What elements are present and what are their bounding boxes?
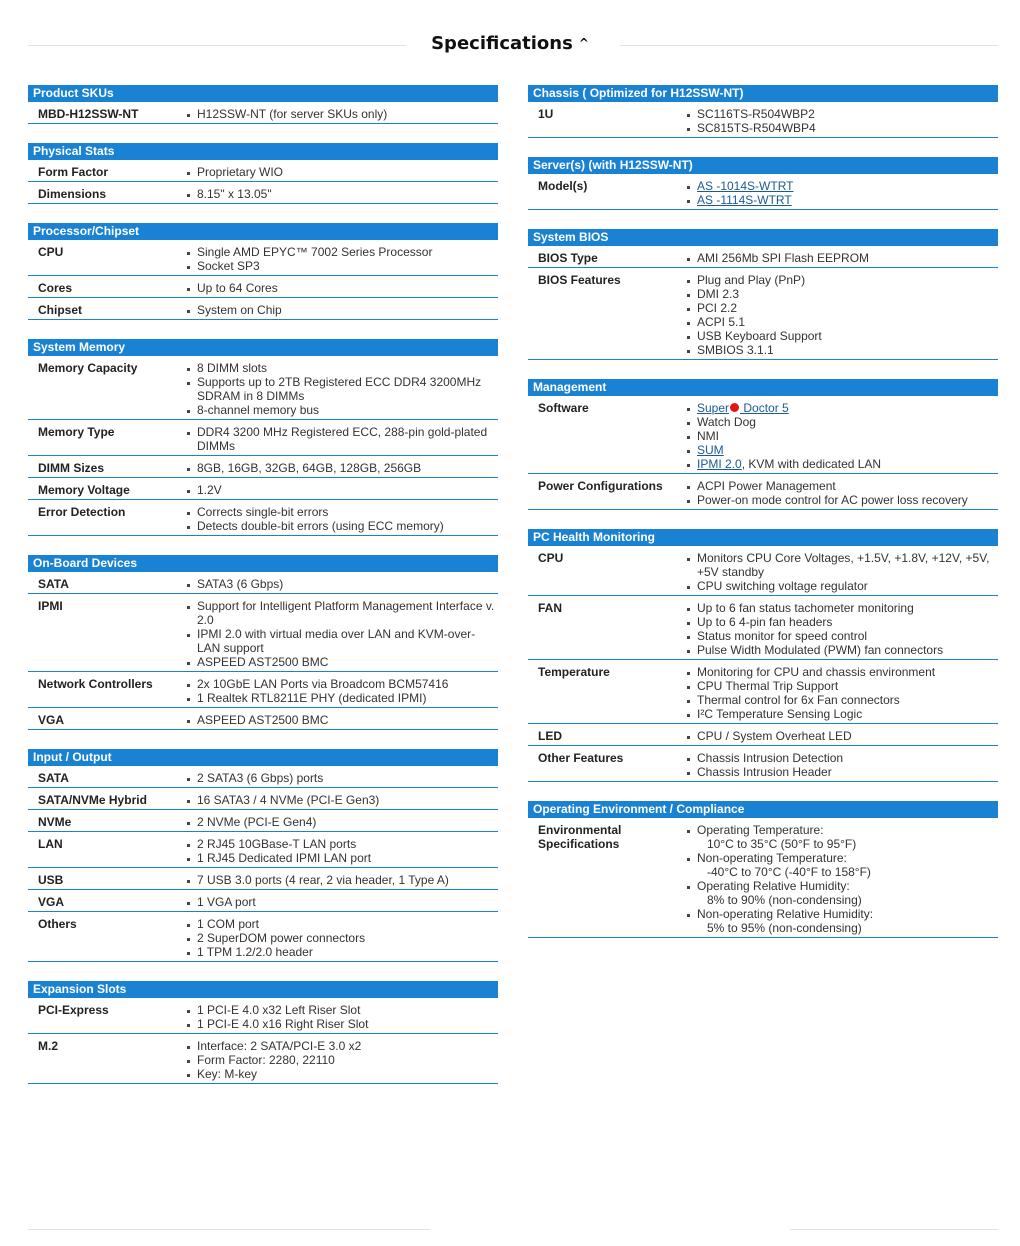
section-heading: Product SKUs	[28, 85, 498, 102]
specifications-toggle[interactable]	[0, 33, 1020, 54]
spec-value: Key: M-key	[186, 1067, 498, 1081]
spec-value: Chassis Intrusion Detection	[686, 751, 998, 765]
spec-label: SATA	[38, 771, 69, 785]
spec-value: Supports up to 2TB Registered ECC DDR4 3200MHz SDRAM in 8 DIMMs	[186, 375, 498, 403]
spec-value: Watch Dog	[686, 415, 998, 429]
spec-label: Form Factor	[38, 165, 109, 179]
spec-values	[186, 713, 498, 727]
spec-values	[686, 751, 998, 779]
spec-value: IPMI 2.0 with virtual media over LAN and KVM-over-LAN support	[186, 627, 498, 655]
spec-section-processor-chipset	[28, 223, 498, 320]
spec-value: 8-channel memory bus	[186, 403, 498, 417]
spec-value: 8.15" x 13.05"	[186, 187, 498, 201]
spec-row	[528, 596, 998, 660]
spec-values	[686, 479, 998, 507]
spec-value: AMI 256Mb SPI Flash EEPROM	[686, 251, 998, 265]
spec-value: 1 Realtek RTL8211E PHY (dedicated IPMI)	[186, 691, 498, 705]
spec-value	[686, 401, 998, 415]
spec-row	[528, 396, 998, 474]
spec-section-chassis-optimized-for-h12ssw-nt	[528, 85, 998, 138]
section-heading: Input / Output	[28, 749, 498, 766]
spec-values	[686, 107, 998, 135]
spec-values	[686, 251, 998, 265]
spec-row	[28, 1034, 498, 1084]
spec-label: CPU	[38, 245, 64, 259]
footer-divider-left	[28, 1229, 430, 1230]
spec-value: Thermal control for 6x Fan connectors	[686, 693, 998, 707]
spec-label: Cores	[38, 281, 73, 295]
spec-values	[186, 917, 498, 959]
spec-value: CPU switching voltage regulator	[686, 579, 998, 593]
spec-section-management	[528, 379, 998, 510]
spec-values	[186, 165, 498, 179]
spec-value: 7 USB 3.0 ports (4 rear, 2 via header, 1 Type A)	[186, 873, 498, 887]
spec-label: Memory Type	[38, 425, 115, 439]
spec-values	[686, 179, 998, 207]
link-as-1114s-wtrt[interactable]: AS -1114S-WTRT	[697, 193, 792, 207]
spec-section-server-s-with-h12ssw-nt	[528, 157, 998, 210]
spec-values	[686, 729, 998, 743]
spec-label: 1U	[538, 107, 554, 121]
spec-section-system-bios	[528, 229, 998, 360]
spec-value-detail: -40°C to 70°C (-40°F to 158°F)	[707, 865, 871, 879]
section-heading: System Memory	[28, 339, 498, 356]
spec-row	[28, 456, 498, 478]
page-title: Specifications	[431, 33, 573, 54]
spec-label: Memory Voltage	[38, 483, 130, 497]
spec-section-on-board-devices	[28, 555, 498, 730]
spec-value-main: Non-operating Temperature:	[697, 851, 847, 865]
spec-value: 1 PCI-E 4.0 x32 Left Riser Slot	[186, 1003, 498, 1017]
spec-value	[686, 907, 998, 935]
spec-value: SC815TS-R504WBP4	[686, 121, 998, 135]
spec-value: Up to 64 Cores	[186, 281, 498, 295]
spec-label: USB	[38, 873, 64, 887]
spec-values	[186, 361, 498, 417]
spec-value-detail: 10°C to 35°C (50°F to 95°F)	[707, 837, 857, 851]
spec-value-main: Non-operating Relative Humidity:	[697, 907, 874, 921]
spec-row	[28, 478, 498, 500]
spec-label: Dimensions	[38, 187, 107, 201]
section-heading: System BIOS	[528, 229, 998, 246]
spec-value: System on Chip	[186, 303, 498, 317]
spec-row	[28, 788, 498, 810]
spec-label: PCI-Express	[38, 1003, 109, 1017]
spec-row	[28, 594, 498, 672]
spec-value	[686, 193, 998, 207]
spec-value: 1 VGA port	[186, 895, 498, 909]
spec-value: Corrects single-bit errors	[186, 505, 498, 519]
spec-section-product-skus	[28, 85, 498, 124]
spec-value: USB Keyboard Support	[686, 329, 998, 343]
spec-value: ACPI Power Management	[686, 479, 998, 493]
spec-values	[186, 505, 498, 533]
spec-label: CPU	[538, 551, 564, 565]
left-spec-column	[28, 85, 498, 1103]
spec-row	[28, 102, 498, 124]
spec-value: Chassis Intrusion Header	[686, 765, 998, 779]
spec-label: LED	[538, 729, 562, 743]
spec-values	[686, 551, 998, 593]
spec-section-operating-environment-compliance	[528, 801, 998, 938]
section-heading: Server(s) (with H12SSW-NT)	[528, 157, 998, 174]
spec-label: Error Detection	[38, 505, 126, 519]
spec-value: Proprietary WIO	[186, 165, 498, 179]
spec-value: Power-on mode control for AC power loss recovery	[686, 493, 998, 507]
spec-section-input-output	[28, 749, 498, 962]
spec-value: CPU / System Overheat LED	[686, 729, 998, 743]
spec-values	[686, 401, 998, 471]
spec-value: 16 SATA3 / 4 NVMe (PCI-E Gen3)	[186, 793, 498, 807]
spec-value: DMI 2.3	[686, 287, 998, 301]
spec-label: SATA	[38, 577, 69, 591]
spec-label: IPMI	[38, 599, 63, 613]
spec-row	[528, 102, 998, 138]
section-heading: On-Board Devices	[28, 555, 498, 572]
spec-label: VGA	[38, 713, 65, 727]
spec-row	[528, 474, 998, 510]
spec-label: Software	[538, 401, 589, 415]
spec-label: Others	[38, 917, 77, 931]
section-heading: PC Health Monitoring	[528, 529, 998, 546]
spec-value: H12SSW-NT (for server SKUs only)	[186, 107, 498, 121]
spec-label: SATA/NVMe Hybrid	[38, 793, 147, 807]
spec-values	[686, 601, 998, 657]
spec-value: Pulse Width Modulated (PWM) fan connectors	[686, 643, 998, 657]
spec-value: 2 SATA3 (6 Gbps) ports	[186, 771, 498, 785]
spec-values	[186, 771, 498, 785]
link-super-doctor-5[interactable]: Super Doctor 5	[697, 401, 789, 415]
spec-row	[28, 998, 498, 1034]
section-heading: Expansion Slots	[28, 981, 498, 998]
spec-values	[186, 577, 498, 591]
spec-row	[28, 240, 498, 276]
spec-row	[28, 890, 498, 912]
spec-label: Network Controllers	[38, 677, 153, 691]
spec-value: Socket SP3	[186, 259, 498, 273]
spec-value: 8 DIMM slots	[186, 361, 498, 375]
spec-row	[528, 268, 998, 360]
spec-value	[686, 879, 998, 907]
spec-value: SMBIOS 3.1.1	[686, 343, 998, 357]
spec-value-detail: 5% to 95% (non-condensing)	[707, 921, 862, 935]
spec-label: BIOS Type	[538, 251, 598, 265]
spec-row	[28, 868, 498, 890]
spec-value: Plug and Play (PnP)	[686, 273, 998, 287]
spec-value	[686, 823, 998, 851]
spec-values	[686, 823, 998, 935]
spec-value: 2 NVMe (PCI-E Gen4)	[186, 815, 498, 829]
footer-divider-right	[790, 1229, 998, 1230]
spec-label: LAN	[38, 837, 63, 851]
spec-label: Memory Capacity	[38, 361, 138, 375]
spec-value	[686, 443, 998, 457]
spec-value: 1 COM port	[186, 917, 498, 931]
spec-section-expansion-slots	[28, 981, 498, 1084]
spec-row	[28, 832, 498, 868]
spec-values	[186, 245, 498, 273]
spec-row	[28, 276, 498, 298]
spec-row	[28, 708, 498, 730]
spec-values	[186, 599, 498, 669]
spec-row	[28, 672, 498, 708]
spec-value: Monitors CPU Core Voltages, +1.5V, +1.8V, +12V, +5V, +5V standby	[686, 551, 998, 579]
spec-label: Environmental Specifications	[538, 823, 622, 851]
section-heading: Processor/Chipset	[28, 223, 498, 240]
spec-values	[186, 895, 498, 909]
spec-value: 2 RJ45 10GBase-T LAN ports	[186, 837, 498, 851]
link-ipmi-2-0[interactable]: IPMI 2.0	[697, 457, 742, 471]
spec-row	[28, 356, 498, 420]
spec-value: SATA3 (6 Gbps)	[186, 577, 498, 591]
spec-value: ACPI 5.1	[686, 315, 998, 329]
spec-value: SC116TS-R504WBP2	[686, 107, 998, 121]
spec-values	[186, 1039, 498, 1081]
link-as-1014s-wtrt[interactable]: AS -1014S-WTRT	[697, 179, 794, 193]
spec-row	[528, 174, 998, 210]
spec-values	[186, 793, 498, 807]
spec-value: Up to 6 4-pin fan headers	[686, 615, 998, 629]
spec-values	[186, 1003, 498, 1031]
spec-value: Interface: 2 SATA/PCI-E 3.0 x2	[186, 1039, 498, 1053]
spec-value	[686, 457, 998, 471]
spec-value: 2x 10GbE LAN Ports via Broadcom BCM57416	[186, 677, 498, 691]
spec-values	[686, 273, 998, 357]
spec-row	[528, 818, 998, 938]
spec-values	[186, 425, 498, 453]
spec-row	[528, 546, 998, 596]
spec-value: ASPEED AST2500 BMC	[186, 713, 498, 727]
spec-values	[186, 483, 498, 497]
spec-values	[186, 281, 498, 295]
spec-value: Status monitor for speed control	[686, 629, 998, 643]
spec-values	[186, 815, 498, 829]
spec-label: Model(s)	[538, 179, 588, 193]
section-heading: Chassis ( Optimized for H12SSW-NT)	[528, 85, 998, 102]
spec-section-physical-stats	[28, 143, 498, 204]
spec-value-main: Operating Temperature:	[697, 823, 824, 837]
spec-row	[28, 500, 498, 536]
spec-value: CPU Thermal Trip Support	[686, 679, 998, 693]
section-heading: Management	[528, 379, 998, 396]
chevron-up-icon: ^	[578, 36, 589, 50]
spec-value: 8GB, 16GB, 32GB, 64GB, 128GB, 256GB	[186, 461, 498, 475]
spec-value: Detects double-bit errors (using ECC memory)	[186, 519, 498, 533]
spec-value: I²C Temperature Sensing Logic	[686, 707, 998, 721]
spec-row	[28, 766, 498, 788]
right-spec-column	[528, 85, 998, 957]
spec-value: ASPEED AST2500 BMC	[186, 655, 498, 669]
spec-label: FAN	[538, 601, 562, 615]
spec-values	[186, 837, 498, 865]
spec-value: Monitoring for CPU and chassis environment	[686, 665, 998, 679]
spec-values	[186, 677, 498, 705]
spec-row	[28, 298, 498, 320]
spec-value: Form Factor: 2280, 22110	[186, 1053, 498, 1067]
spec-label: Other Features	[538, 751, 624, 765]
spec-values	[186, 461, 498, 475]
spec-row	[528, 724, 998, 746]
spec-label: NVMe	[38, 815, 72, 829]
spec-row	[28, 420, 498, 456]
spec-label: MBD-H12SSW-NT	[38, 107, 139, 121]
spec-value: 1.2V	[186, 483, 498, 497]
spec-value-main: Operating Relative Humidity:	[697, 879, 850, 893]
spec-value	[686, 179, 998, 193]
spec-row	[28, 572, 498, 594]
spec-row	[528, 660, 998, 724]
spec-value: NMI	[686, 429, 998, 443]
spec-values	[186, 187, 498, 201]
link-sum[interactable]: SUM	[697, 443, 724, 457]
spec-row	[28, 810, 498, 832]
spec-label: M.2	[38, 1039, 59, 1053]
spec-value: DDR4 3200 MHz Registered ECC, 288-pin gold-plated DIMMs	[186, 425, 498, 453]
spec-value: Support for Intelligent Platform Management Interface v. 2.0	[186, 599, 498, 627]
spec-label: Power Configurations	[538, 479, 663, 493]
spec-value: Single AMD EPYC™ 7002 Series Processor	[186, 245, 498, 259]
spec-section-pc-health-monitoring	[528, 529, 998, 782]
spec-row	[28, 182, 498, 204]
spec-value: 1 PCI-E 4.0 x16 Right Riser Slot	[186, 1017, 498, 1031]
spec-values	[186, 107, 498, 121]
spec-values	[186, 873, 498, 887]
spec-section-system-memory	[28, 339, 498, 536]
spec-value	[686, 851, 998, 879]
spec-value: 1 TPM 1.2/2.0 header	[186, 945, 498, 959]
spec-value: Up to 6 fan status tachometer monitoring	[686, 601, 998, 615]
spec-row	[528, 746, 998, 782]
spec-value-detail: 8% to 90% (non-condensing)	[707, 893, 862, 907]
spec-label: Chipset	[38, 303, 83, 317]
spec-value: 1 RJ45 Dedicated IPMI LAN port	[186, 851, 498, 865]
red-dot-icon	[730, 403, 739, 412]
spec-value-text: , KVM with dedicated LAN	[741, 457, 882, 471]
spec-row	[28, 160, 498, 182]
spec-label: VGA	[38, 895, 65, 909]
spec-row	[528, 246, 998, 268]
spec-label: DIMM Sizes	[38, 461, 105, 475]
spec-values	[186, 303, 498, 317]
spec-label: Temperature	[538, 665, 610, 679]
spec-row	[28, 912, 498, 962]
spec-value: PCI 2.2	[686, 301, 998, 315]
section-heading: Operating Environment / Compliance	[528, 801, 998, 818]
section-heading: Physical Stats	[28, 143, 498, 160]
spec-label: BIOS Features	[538, 273, 621, 287]
spec-value: 2 SuperDOM power connectors	[186, 931, 498, 945]
spec-values	[686, 665, 998, 721]
